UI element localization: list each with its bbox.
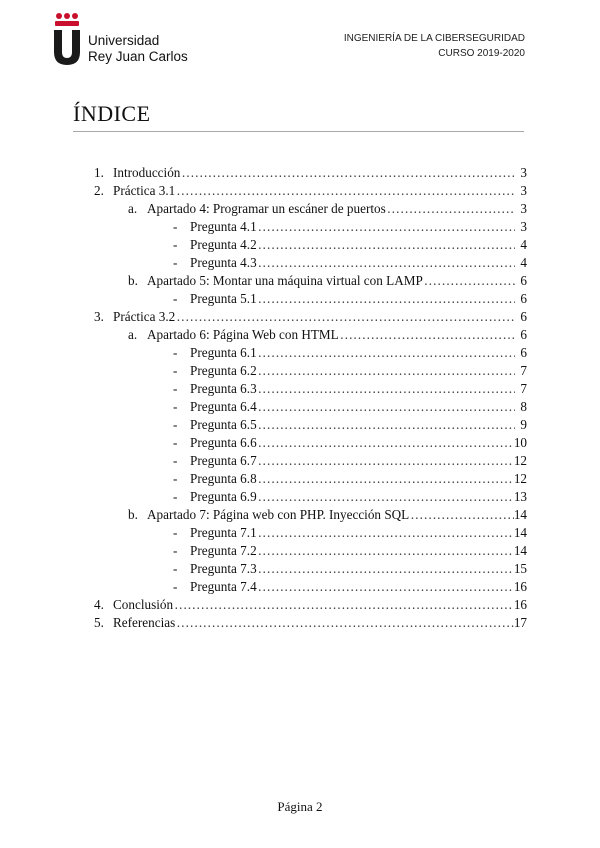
- toc-entry-marker: -: [173, 525, 178, 540]
- toc-entry-leader-dots: [257, 416, 515, 434]
- toc-entry-title: Pregunta 6.2: [190, 363, 257, 378]
- toc-entry-title: Apartado 4: Programar un escáner de puertos: [147, 201, 386, 216]
- toc-entry-title: Pregunta 7.4: [190, 579, 257, 594]
- toc-entry-leader-dots: [257, 218, 515, 236]
- toc-entry-page-number: 13: [513, 489, 527, 504]
- toc-entry-marker: -: [173, 345, 178, 360]
- toc-entry[interactable]: [173, 236, 527, 254]
- document-header: [344, 31, 525, 61]
- toc-entry[interactable]: [173, 290, 527, 308]
- toc-entry-leader-dots: [386, 200, 515, 218]
- toc-entry-page-number: 12: [513, 453, 527, 468]
- toc-entry[interactable]: [128, 326, 527, 344]
- toc-entry[interactable]: [173, 416, 527, 434]
- toc-entry[interactable]: [173, 398, 527, 416]
- toc-entry-leader-dots: [257, 434, 514, 452]
- toc-entry[interactable]: [173, 578, 527, 596]
- toc-entry-title: Referencias: [113, 615, 176, 630]
- toc-entry-marker: -: [173, 381, 178, 396]
- toc-entry[interactable]: [128, 272, 527, 290]
- toc-entry-page-number: 16: [513, 597, 527, 612]
- title-divider: [73, 131, 524, 132]
- toc-entry[interactable]: [173, 254, 527, 272]
- toc-entry-marker: b.: [128, 273, 138, 288]
- toc-entry-marker: -: [173, 237, 178, 252]
- toc-entry-leader-dots: [257, 452, 514, 470]
- toc-entry-page-number: 14: [513, 525, 527, 540]
- toc-entry[interactable]: [128, 200, 527, 218]
- toc-entry-title: Apartado 5: Montar una máquina virtual con LAMP: [147, 273, 423, 288]
- toc-entry[interactable]: [173, 218, 527, 236]
- toc-entry-page-number: 6: [520, 291, 527, 306]
- toc-entry-marker: -: [173, 363, 178, 378]
- toc-entry-page-number: 3: [520, 201, 527, 216]
- toc-entry-title: Pregunta 6.7: [190, 453, 257, 468]
- toc-entry-page-number: 14: [513, 507, 527, 522]
- toc-entry-leader-dots: [409, 506, 514, 524]
- toc-entry-leader-dots: [175, 614, 514, 632]
- toc-entry-marker: -: [173, 453, 178, 468]
- toc-entry-leader-dots: [423, 272, 515, 290]
- page-number: Página 2: [277, 799, 323, 814]
- toc-entry-marker: -: [173, 291, 178, 306]
- toc-entry-page-number: 3: [520, 219, 527, 234]
- toc-entry-title: Apartado 7: Página web con PHP. Inyección SQL: [147, 507, 410, 522]
- toc-entry-page-number: 7: [520, 363, 527, 378]
- university-name-line2: Rey Juan Carlos: [88, 49, 188, 64]
- toc-entry-leader-dots: [257, 488, 514, 506]
- toc-entry-page-number: 4: [520, 255, 527, 270]
- toc-entry-title: Práctica 3.1: [113, 183, 176, 198]
- toc-entry-leader-dots: [339, 326, 515, 344]
- toc-entry[interactable]: [173, 362, 527, 380]
- toc-entry[interactable]: [173, 488, 527, 506]
- toc-entry-page-number: 6: [520, 327, 527, 342]
- toc-entry-marker: -: [173, 471, 178, 486]
- toc-entry-marker: b.: [128, 507, 138, 522]
- degree-name: INGENIERÍA DE LA CIBERSEGURIDAD: [343, 33, 525, 44]
- toc-entry[interactable]: [173, 452, 527, 470]
- toc-entry[interactable]: [94, 614, 527, 632]
- toc-entry-leader-dots: [257, 578, 514, 596]
- toc-entry-leader-dots: [257, 524, 514, 542]
- toc-entry-title: Pregunta 6.4: [190, 399, 257, 414]
- toc-entry-title: Pregunta 5.1: [190, 291, 257, 306]
- toc-entry[interactable]: [173, 344, 527, 362]
- toc-entry-leader-dots: [180, 164, 515, 182]
- toc-entry-marker: 5.: [94, 615, 104, 630]
- toc-entry-leader-dots: [257, 344, 515, 362]
- toc-entry-page-number: 9: [520, 417, 527, 432]
- toc-entry-title: Apartado 6: Página Web con HTML: [147, 327, 339, 342]
- toc-entry-title: Pregunta 6.1: [190, 345, 257, 360]
- toc-entry-marker: 3.: [94, 309, 104, 324]
- toc-entry-title: Conclusión: [113, 597, 174, 612]
- toc-entry-page-number: 10: [513, 435, 527, 450]
- toc-entry-title: Pregunta 6.5: [190, 417, 257, 432]
- toc-entry-title: Pregunta 6.3: [190, 381, 257, 396]
- course-year: CURSO 2019-2020: [438, 48, 525, 59]
- toc-entry-title: Pregunta 7.1: [190, 525, 257, 540]
- toc-entry-marker: 4.: [94, 597, 104, 612]
- toc-entry-marker: a.: [128, 327, 138, 342]
- toc-entry[interactable]: [173, 542, 527, 560]
- toc-entry-title: Pregunta 6.6: [190, 435, 257, 450]
- toc-entry-leader-dots: [257, 362, 515, 380]
- toc-entry-page-number: 12: [513, 471, 527, 486]
- toc-entry-leader-dots: [257, 398, 515, 416]
- page-title: ÍNDICE: [73, 101, 151, 126]
- toc-entry-leader-dots: [175, 182, 515, 200]
- toc-entry-marker: -: [173, 399, 178, 414]
- toc-entry[interactable]: [173, 380, 527, 398]
- toc-entry-page-number: 4: [520, 237, 527, 252]
- toc-entry[interactable]: [173, 560, 527, 578]
- toc-entry-title: Pregunta 7.2: [190, 543, 257, 558]
- toc-entry-marker: 1.: [94, 165, 104, 180]
- toc-entry[interactable]: [94, 596, 527, 614]
- toc-entry-marker: -: [173, 561, 178, 576]
- toc-entry-page-number: 6: [520, 273, 527, 288]
- toc-entry-page-number: 8: [520, 399, 527, 414]
- university-logo: [52, 12, 192, 68]
- toc-entry-marker: -: [173, 219, 178, 234]
- university-crest-icon: [52, 12, 82, 66]
- toc-entry[interactable]: [94, 164, 527, 182]
- toc-entry-page-number: 15: [513, 561, 527, 576]
- toc-entry-page-number: 3: [520, 165, 527, 180]
- toc-entry[interactable]: [173, 524, 527, 542]
- toc-entry-marker: -: [173, 435, 178, 450]
- toc-entry-page-number: 3: [520, 183, 527, 198]
- toc-entry-marker: a.: [128, 201, 138, 216]
- university-name-line1: Universidad: [88, 33, 160, 48]
- toc-entry-leader-dots: [173, 596, 514, 614]
- toc-entry[interactable]: [94, 308, 527, 326]
- toc-entry-page-number: 6: [520, 345, 527, 360]
- toc-entry-leader-dots: [257, 560, 514, 578]
- toc-entry-marker: 2.: [94, 183, 104, 198]
- toc-entry-title: Pregunta 6.8: [190, 471, 257, 486]
- toc-entry-marker: -: [173, 255, 178, 270]
- toc-entry-page-number: 16: [513, 579, 527, 594]
- toc-entry-leader-dots: [257, 290, 515, 308]
- toc-entry-marker: -: [173, 417, 178, 432]
- toc-entry-leader-dots: [257, 254, 515, 272]
- toc-entry-title: Práctica 3.2: [113, 309, 176, 324]
- toc-entry-leader-dots: [257, 236, 515, 254]
- toc-entry[interactable]: [128, 506, 527, 524]
- toc-entry[interactable]: [173, 470, 527, 488]
- toc-entry-page-number: 17: [513, 615, 527, 630]
- university-name: [88, 33, 188, 65]
- toc-entry-title: Pregunta 4.3: [190, 255, 257, 270]
- toc-entry-leader-dots: [175, 308, 515, 326]
- toc-entry-leader-dots: [257, 380, 515, 398]
- toc-entry[interactable]: [94, 182, 527, 200]
- toc-entry-leader-dots: [257, 470, 514, 488]
- toc-entry-title: Pregunta 4.2: [190, 237, 257, 252]
- toc-entry-marker: -: [173, 489, 178, 504]
- toc-entry-marker: -: [173, 543, 178, 558]
- toc-entry-title: Pregunta 7.3: [190, 561, 257, 576]
- toc-entry[interactable]: [173, 434, 527, 452]
- toc-entry-page-number: 14: [513, 543, 527, 558]
- toc-entry-title: Pregunta 4.1: [190, 219, 257, 234]
- toc-entry-leader-dots: [257, 542, 514, 560]
- toc-entry-page-number: 7: [520, 381, 527, 396]
- toc-entry-marker: -: [173, 579, 178, 594]
- toc-entry-page-number: 6: [520, 309, 527, 324]
- toc-entry-title: Pregunta 6.9: [190, 489, 257, 504]
- toc-entry-title: Introducción: [113, 165, 181, 180]
